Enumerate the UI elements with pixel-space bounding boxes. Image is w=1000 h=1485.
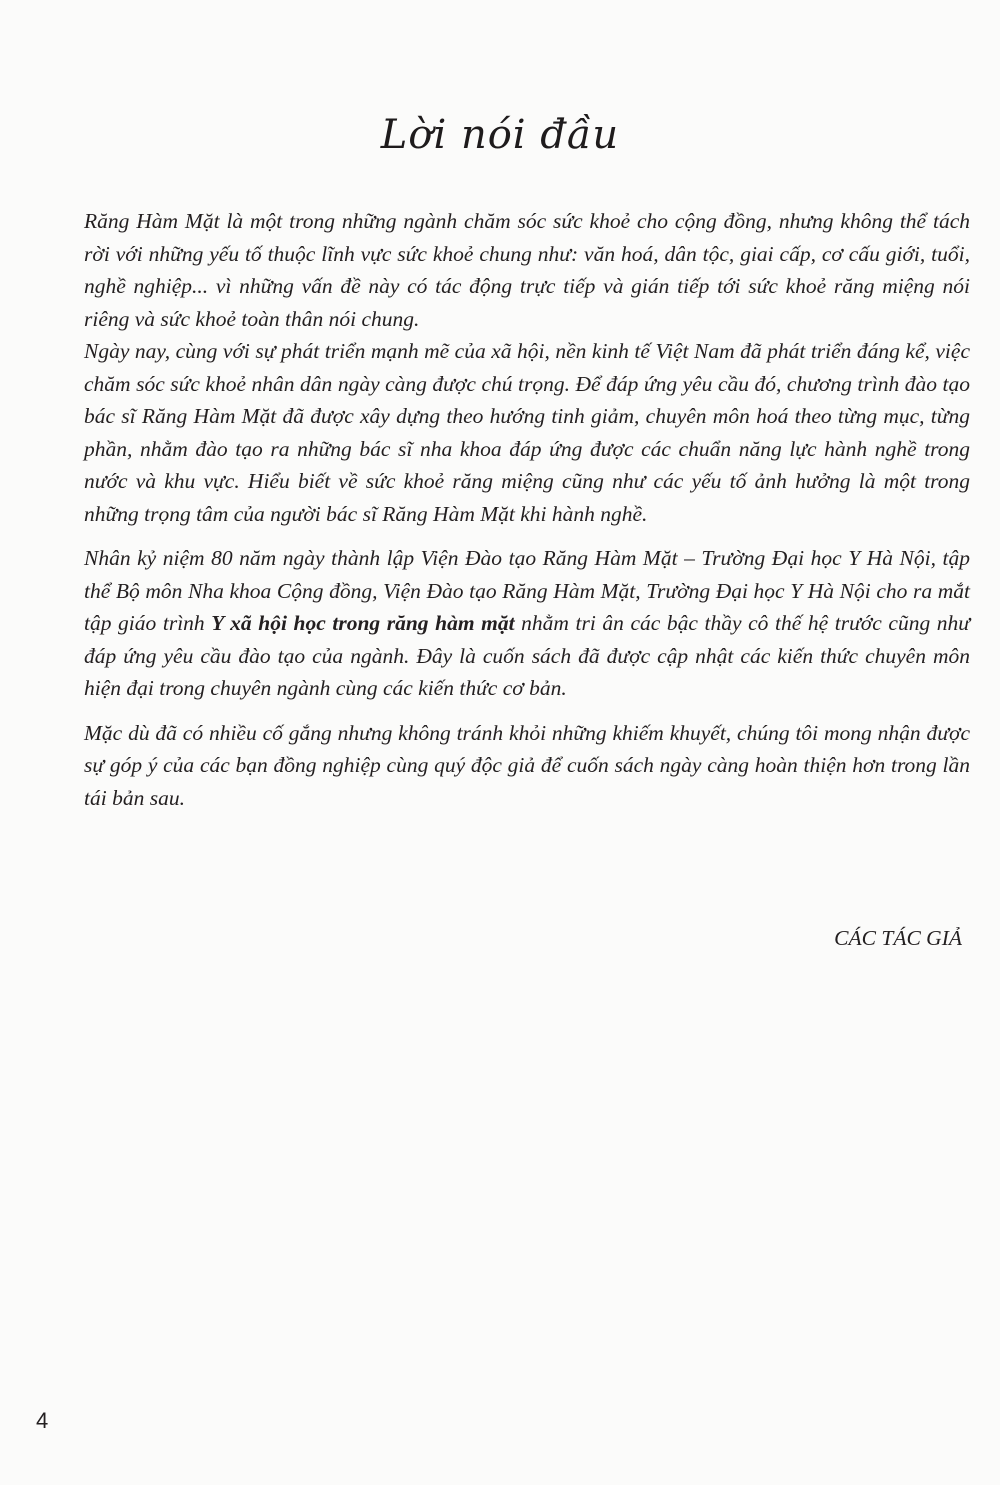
author-signature: CÁC TÁC GIẢ — [834, 926, 962, 950]
paragraph-1: Răng Hàm Mặt là một trong những ngành chăm sóc sức khoẻ cho cộng đồng, nhưng không thể tách rời với những yếu tố thuộc lĩnh vực sức khoẻ chung như: văn hoá, dân tộc, giai cấp, cơ cấu giới, tuổi, nghề nghiệp... vì những vấn đề này có tác động trực tiếp và gián tiếp tới sức khoẻ răng miệng nói riêng và sức khoẻ toàn thân nói chung. — [84, 209, 970, 331]
preface-body — [84, 205, 970, 814]
paragraph-3-intro: Nhân kỷ niệm 80 năm ngày thành lập Viện Đào tạo Răng Hàm Mặt – Trường Đại học Y Hà Nội, tập thể Bộ môn Nha khoa Cộng đồng, Viện Đào tạo Răng Hàm Mặt, Trường Đại học Y Hà Nội cho ra mắt tập giáo trình — [84, 546, 970, 635]
paragraph-3-rest: nhằm tri ân các bậc thầy cô thế hệ trước cũng như đáp ứng yêu cầu đào tạo của ngành. Đây là cuốn sách đã được cập nhật các kiến thức chuyên môn hiện đại trong chuyên ngành cùng các kiến thức cơ bản. — [84, 611, 970, 700]
page-number: 4 — [36, 1408, 49, 1433]
paragraph-3 — [84, 542, 970, 705]
book-title: Y xã hội học trong răng hàm mặt — [211, 611, 515, 635]
paragraph-4: Mặc dù đã có nhiều cố gắng nhưng không tránh khỏi những khiếm khuyết, chúng tôi mong nhận được sự góp ý của các bạn đồng nghiệp cùng quý độc giả để cuốn sách ngày càng hoàn thiện hơn trong lần tái bản sau. — [84, 720, 970, 810]
paragraph-2: Ngày nay, cùng với sự phát triển mạnh mẽ của xã hội, nền kinh tế Việt Nam đã phát triển đáng kể, việc chăm sóc sức khoẻ nhân dân ngày càng được chú trọng. Để đáp ứng yêu cầu đó, chương trình đào tạo bác sĩ Răng Hàm Mặt đã được xây dựng theo hướng tinh giảm, chuyên môn hoá theo từng mục, từng phần, nhằm đào tạo ra những bác sĩ nha khoa đáp ứng được các chuẩn năng lực hành nghề trong nước và khu vực. Hiểu biết về sức khoẻ răng miệng cũng như các yếu tố ảnh hưởng là một trong những trọng tâm của người bác sĩ Răng Hàm Mặt khi hành nghề. — [84, 339, 970, 526]
page-title: Lời nói đầu — [380, 112, 620, 158]
